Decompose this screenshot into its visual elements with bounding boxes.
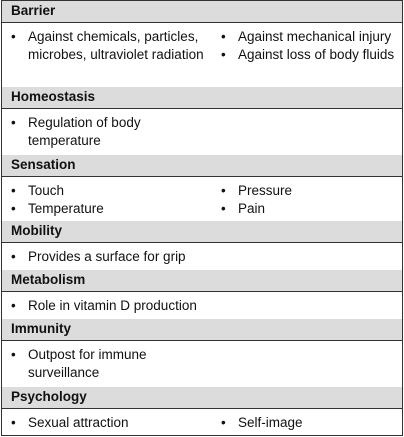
left-column — [11, 114, 161, 150]
section-body-immunity — [2, 341, 402, 388]
section-header-mobility — [2, 221, 402, 243]
list-item: • Against chemicals, particles, microbes, ultraviolet radiation — [11, 29, 204, 62]
section-header-sensation — [2, 155, 402, 177]
left-column — [11, 248, 231, 266]
bullet-icon: • — [11, 415, 16, 430]
section-header-metabolism — [2, 270, 402, 292]
bullet-icon: • — [221, 201, 226, 216]
left-column — [11, 414, 216, 432]
list-item: • Role in vitamin D production — [11, 298, 197, 313]
section-body-homeostasis — [2, 109, 402, 156]
section-body-mobility — [2, 243, 402, 271]
bullet-icon: • — [11, 347, 16, 362]
list-item: • Regulation of body temperature — [11, 115, 141, 148]
list-item: • Against mechanical injury — [221, 29, 392, 44]
list-item: • Sexual attraction — [11, 415, 129, 430]
list-item: • Pressure — [221, 183, 293, 198]
section-title: Homeostasis — [11, 89, 96, 104]
skin-functions-table — [1, 0, 403, 436]
section-body-psychology — [2, 409, 402, 435]
list-item: • Touch — [11, 183, 65, 198]
list-item: • Provides a surface for grip — [11, 249, 186, 264]
left-column — [11, 28, 216, 64]
section-header-barrier — [2, 1, 402, 23]
section-title: Mobility — [11, 223, 62, 238]
section-body-sensation — [2, 177, 402, 222]
section-header-immunity — [2, 319, 402, 341]
right-column — [221, 414, 401, 432]
left-column — [11, 297, 231, 315]
right-column — [221, 182, 401, 218]
bullet-icon: • — [221, 47, 226, 62]
list-item: • Outpost for immune surveillance — [11, 347, 147, 380]
bullet-icon: • — [11, 183, 16, 198]
bullet-icon: • — [11, 249, 16, 264]
section-body-metabolism — [2, 292, 402, 320]
left-column — [11, 346, 161, 382]
list-item: • Pain — [221, 201, 266, 216]
list-item: • Temperature — [11, 201, 104, 216]
bullet-icon: • — [11, 201, 16, 216]
bullet-icon: • — [221, 29, 226, 44]
section-header-homeostasis — [2, 87, 402, 109]
list-item: • Against loss of body fluids — [221, 47, 395, 62]
bullet-icon: • — [221, 183, 226, 198]
section-title: Barrier — [11, 3, 56, 18]
left-column — [11, 182, 216, 218]
bullet-icon: • — [221, 415, 226, 430]
list-item: • Self-image — [221, 415, 303, 430]
section-body-barrier — [2, 23, 402, 88]
bullet-icon: • — [11, 115, 16, 130]
section-title: Metabolism — [11, 272, 86, 287]
section-header-psychology — [2, 387, 402, 409]
right-column — [221, 28, 401, 64]
section-title: Immunity — [11, 321, 72, 336]
bullet-icon: • — [11, 298, 16, 313]
bullet-icon: • — [11, 29, 16, 44]
section-title: Psychology — [11, 389, 87, 404]
section-title: Sensation — [11, 157, 76, 172]
